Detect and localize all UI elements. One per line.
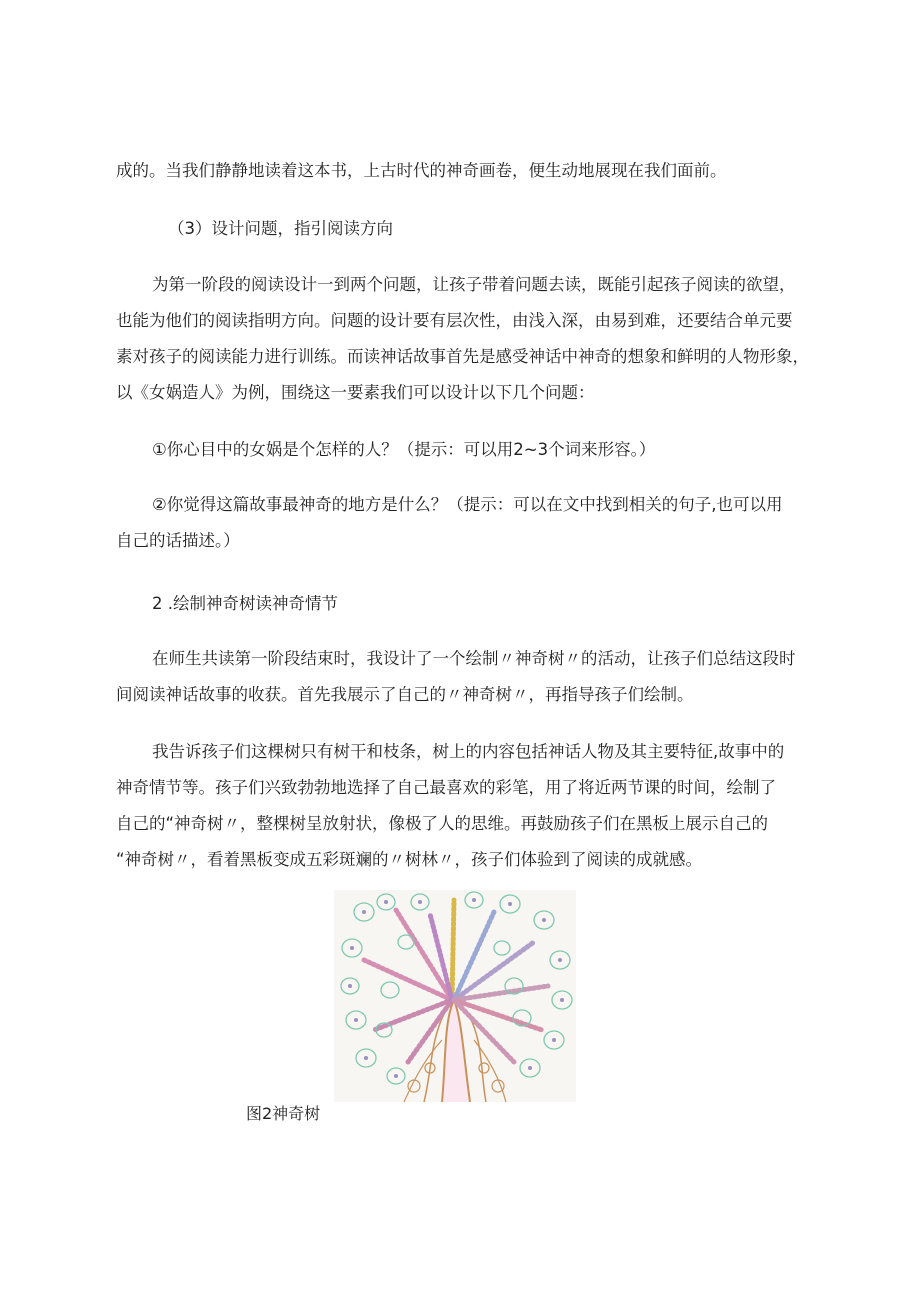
magic-tree-illustration bbox=[334, 890, 576, 1102]
question-line: 自己的话描述。） bbox=[116, 531, 240, 550]
text-line: 成的。当我们静静地读着这本书，上古时代的神奇画卷，便生动地展现在我们面前。 bbox=[116, 161, 727, 180]
text-line: 以《女娲造人》为例，围绕这一要素我们可以设计以下几个问题： bbox=[116, 383, 595, 402]
question-line: ②你觉得这篇故事最神奇的地方是什么？（提示：可以在文中找到相关的句子,也可以用 bbox=[152, 495, 783, 514]
text-line: “神奇树〃，看着黑板变成五彩斑斓的〃树林〃，孩子们体验到了阅读的成就感。 bbox=[116, 850, 703, 869]
figure-caption: 图2神奇树 bbox=[246, 1104, 321, 1123]
text-line: 素对孩子的阅读能力进行训练。而读神话故事首先是感受神话中神奇的想象和鲜明的人物形象， bbox=[116, 347, 809, 366]
magic-tree-drawing bbox=[334, 890, 576, 1102]
text-line: 为第一阶段的阅读设计一到两个问题，让孩子带着问题去读，既能引起孩子阅读的欲望， bbox=[152, 275, 796, 294]
section-heading: （3）设计问题，指引阅读方向 bbox=[168, 219, 393, 238]
text-line: 在师生共读第一阶段结束时，我设计了一个绘制〃神奇树〃的活动，让孩子们总结这段时 bbox=[152, 649, 796, 668]
question-line: ①你心目中的女娲是个怎样的人？（提示：可以用2~3个词来形容。） bbox=[152, 440, 656, 459]
text-line: 神奇情节等。孩子们兴致勃勃地选择了自己最喜欢的彩笔，用了将近两节课的时间，绘制了 bbox=[116, 778, 776, 797]
text-line: 自己的“神奇树〃，整棵树呈放射状，像极了人的思维。再鼓励孩子们在黑板上展示自己的 bbox=[116, 814, 769, 833]
text-line: 间阅读神话故事的收获。首先我展示了自己的〃神奇树〃，再指导孩子们绘制。 bbox=[116, 685, 694, 704]
text-line: 也能为他们的阅读指明方向。问题的设计要有层次性，由浅入深，由易到难，还要结合单元要 bbox=[116, 311, 793, 330]
text-line: 我告诉孩子们这棵树只有树干和枝条，树上的内容包括神话人物及其主要特征,故事中的 bbox=[152, 742, 785, 761]
section-heading: 2 .绘制神奇树读神奇情节 bbox=[152, 594, 338, 613]
